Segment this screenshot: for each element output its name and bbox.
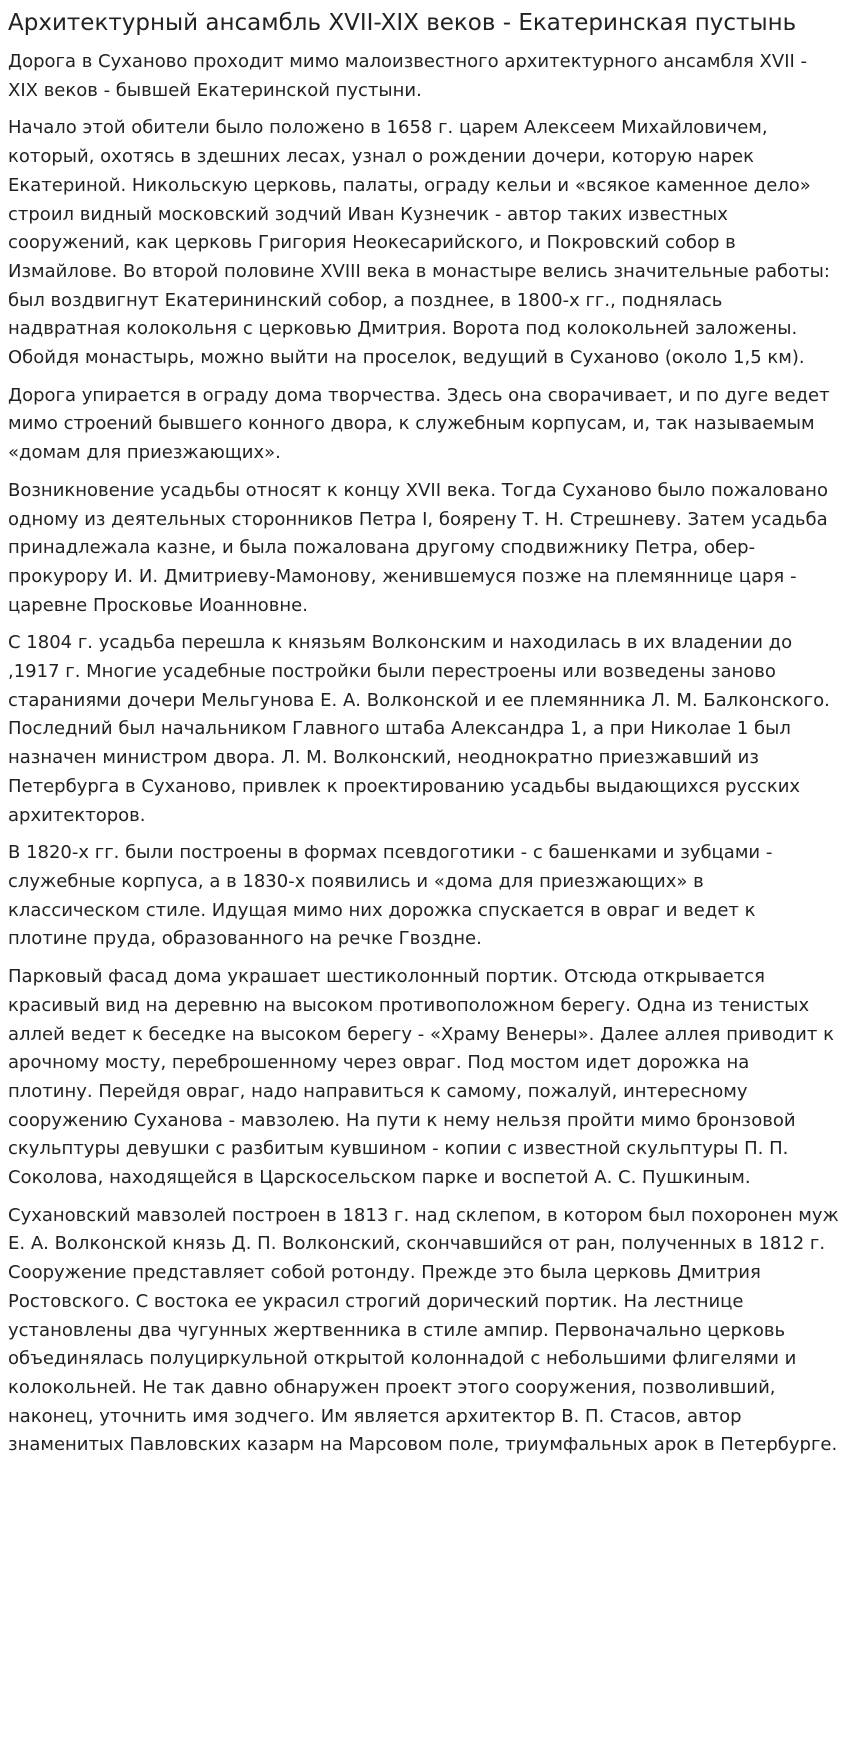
paragraph-park: Парковый фасад дома украшает шестиколонный портик. Отсюда открывается красивый вид на деревню на высоком противоположном берегу. Одна из тенистых аллей ведет к беседке на высоком берегу - «Храму Венеры». Далее аллея приводит к арочному мосту, переброшенному через овраг. Под мостом идет дорожка на плотину. Перейдя овраг, надо направиться к самому, пожалуй, интересному сооружению Суханова - мавзолею. На пути к нему нельзя пройти мимо бронзовой скульптуры девушки с разбитым кувшином - копии с известной скульптуры П. П. Соколова, находящейся в Царскосельском парке и воспетой А. С. Пушкиным. xyxy=(8,966,834,1189)
paragraph-mausoleum: Сухановский мавзолей построен в 1813 г. над склепом, в котором был похоронен муж Е. А. Волконской князь Д. П. Волконский, скончавшийся от ран, полученных в 1812 г. Сооружение представляет собой ротонду. Прежде это была церковь Дмитрия Ростовского. С востока ее украсил строгий дорический портик. На лестнице установлены два чугунных жертвенника в стиле ампир. Первоначально церковь объединялась полуциркульной открытой колоннадой с небольшими флигелями и колокольней. Не так давно обнаружен проект этого сооружения, позволивший, наконец, уточнить имя зодчего. Им является архитектор В. П. Стасов, автор знаменитых Павловских казарм на Марсовом поле, триумфальных арок в Петербурге. xyxy=(8,1204,839,1456)
paragraph-founding: Начало этой обители было положено в 1658 г. царем Алексеем Михайловичем, который, охотясь в здешних лесах, узнал о рождении дочери, которую нарек Екатериной. Никольскую церковь, палаты, ограду кельи и «всякое каменное дело» строил видный московский зодчий Иван Кузнечик - автор таких известных сооружений, как церковь Григория Неокесарийского, и Покровский собор в Измайлове. Во второй половине XVIII века в монастыре велись значительные работы: был воздвигнут Екатерининский собор, а позднее, в 1800-х гг., поднялась надвратная колокольня с церковью Дмитрия. Ворота под колокольней заложены. Обойдя монастырь, можно выйти на проселок, ведущий в Суханово (около 1,5 км). xyxy=(8,117,830,369)
paragraph-buildings: В 1820-х гг. были построены в формах псевдоготики - с башенками и зубцами - служебные корпуса, а в 1830-х появились и «дома для приезжающих» в классическом стиле. Идущая мимо них дорожка спускается в овраг и ведет к плотине пруда, образованного на речке Гвоздне. xyxy=(8,842,773,950)
paragraph-road: Дорога упирается в ограду дома творчества. Здесь она сворачивает, и по дуге ведет мимо строений бывшего конного двора, к служебным корпусам, и, так называемым «домам для приезжающих». xyxy=(8,384,830,464)
paragraph-volkonsky: С 1804 г. усадьба перешла к князьям Волконским и находилась в их владении до ,1917 г. Многие усадебные постройки были перестроены или возведены заново стараниями дочери Мельгунова Е. А. Волконской и ее племянника Л. М. Балконского. Последний был начальником Главного штаба Александра 1, а при Николае 1 был назначен министром двора. Л. М. Волконский, неоднократно приезжавший из Петербурга в Суханово, привлек к проектированию усадьбы выдающихся русских архитекторов. xyxy=(8,632,830,826)
article-title: Архитектурный ансамбль XVII-XIX веков - Екатеринская пустынь xyxy=(8,10,797,36)
paragraph-intro: Дорога в Суханово проходит мимо малоизвестного архитектурного ансамбля XVII - XIX веков - бывшей Екатеринской пустыни. xyxy=(8,51,808,101)
paragraph-estate-origin: Возникновение усадьбы относят к концу XVII века. Тогда Суханово было пожаловано одному из деятельных сторонников Петра I, боярену Т. Н. Стрешневу. Затем усадьба принадлежала казне, и была пожалована другому сподвижнику Петра, обер-прокурору И. И. Дмитриеву-Мамонову, женившемуся позже на племяннице царя - царевне Просковье Иоанновне. xyxy=(8,479,828,616)
